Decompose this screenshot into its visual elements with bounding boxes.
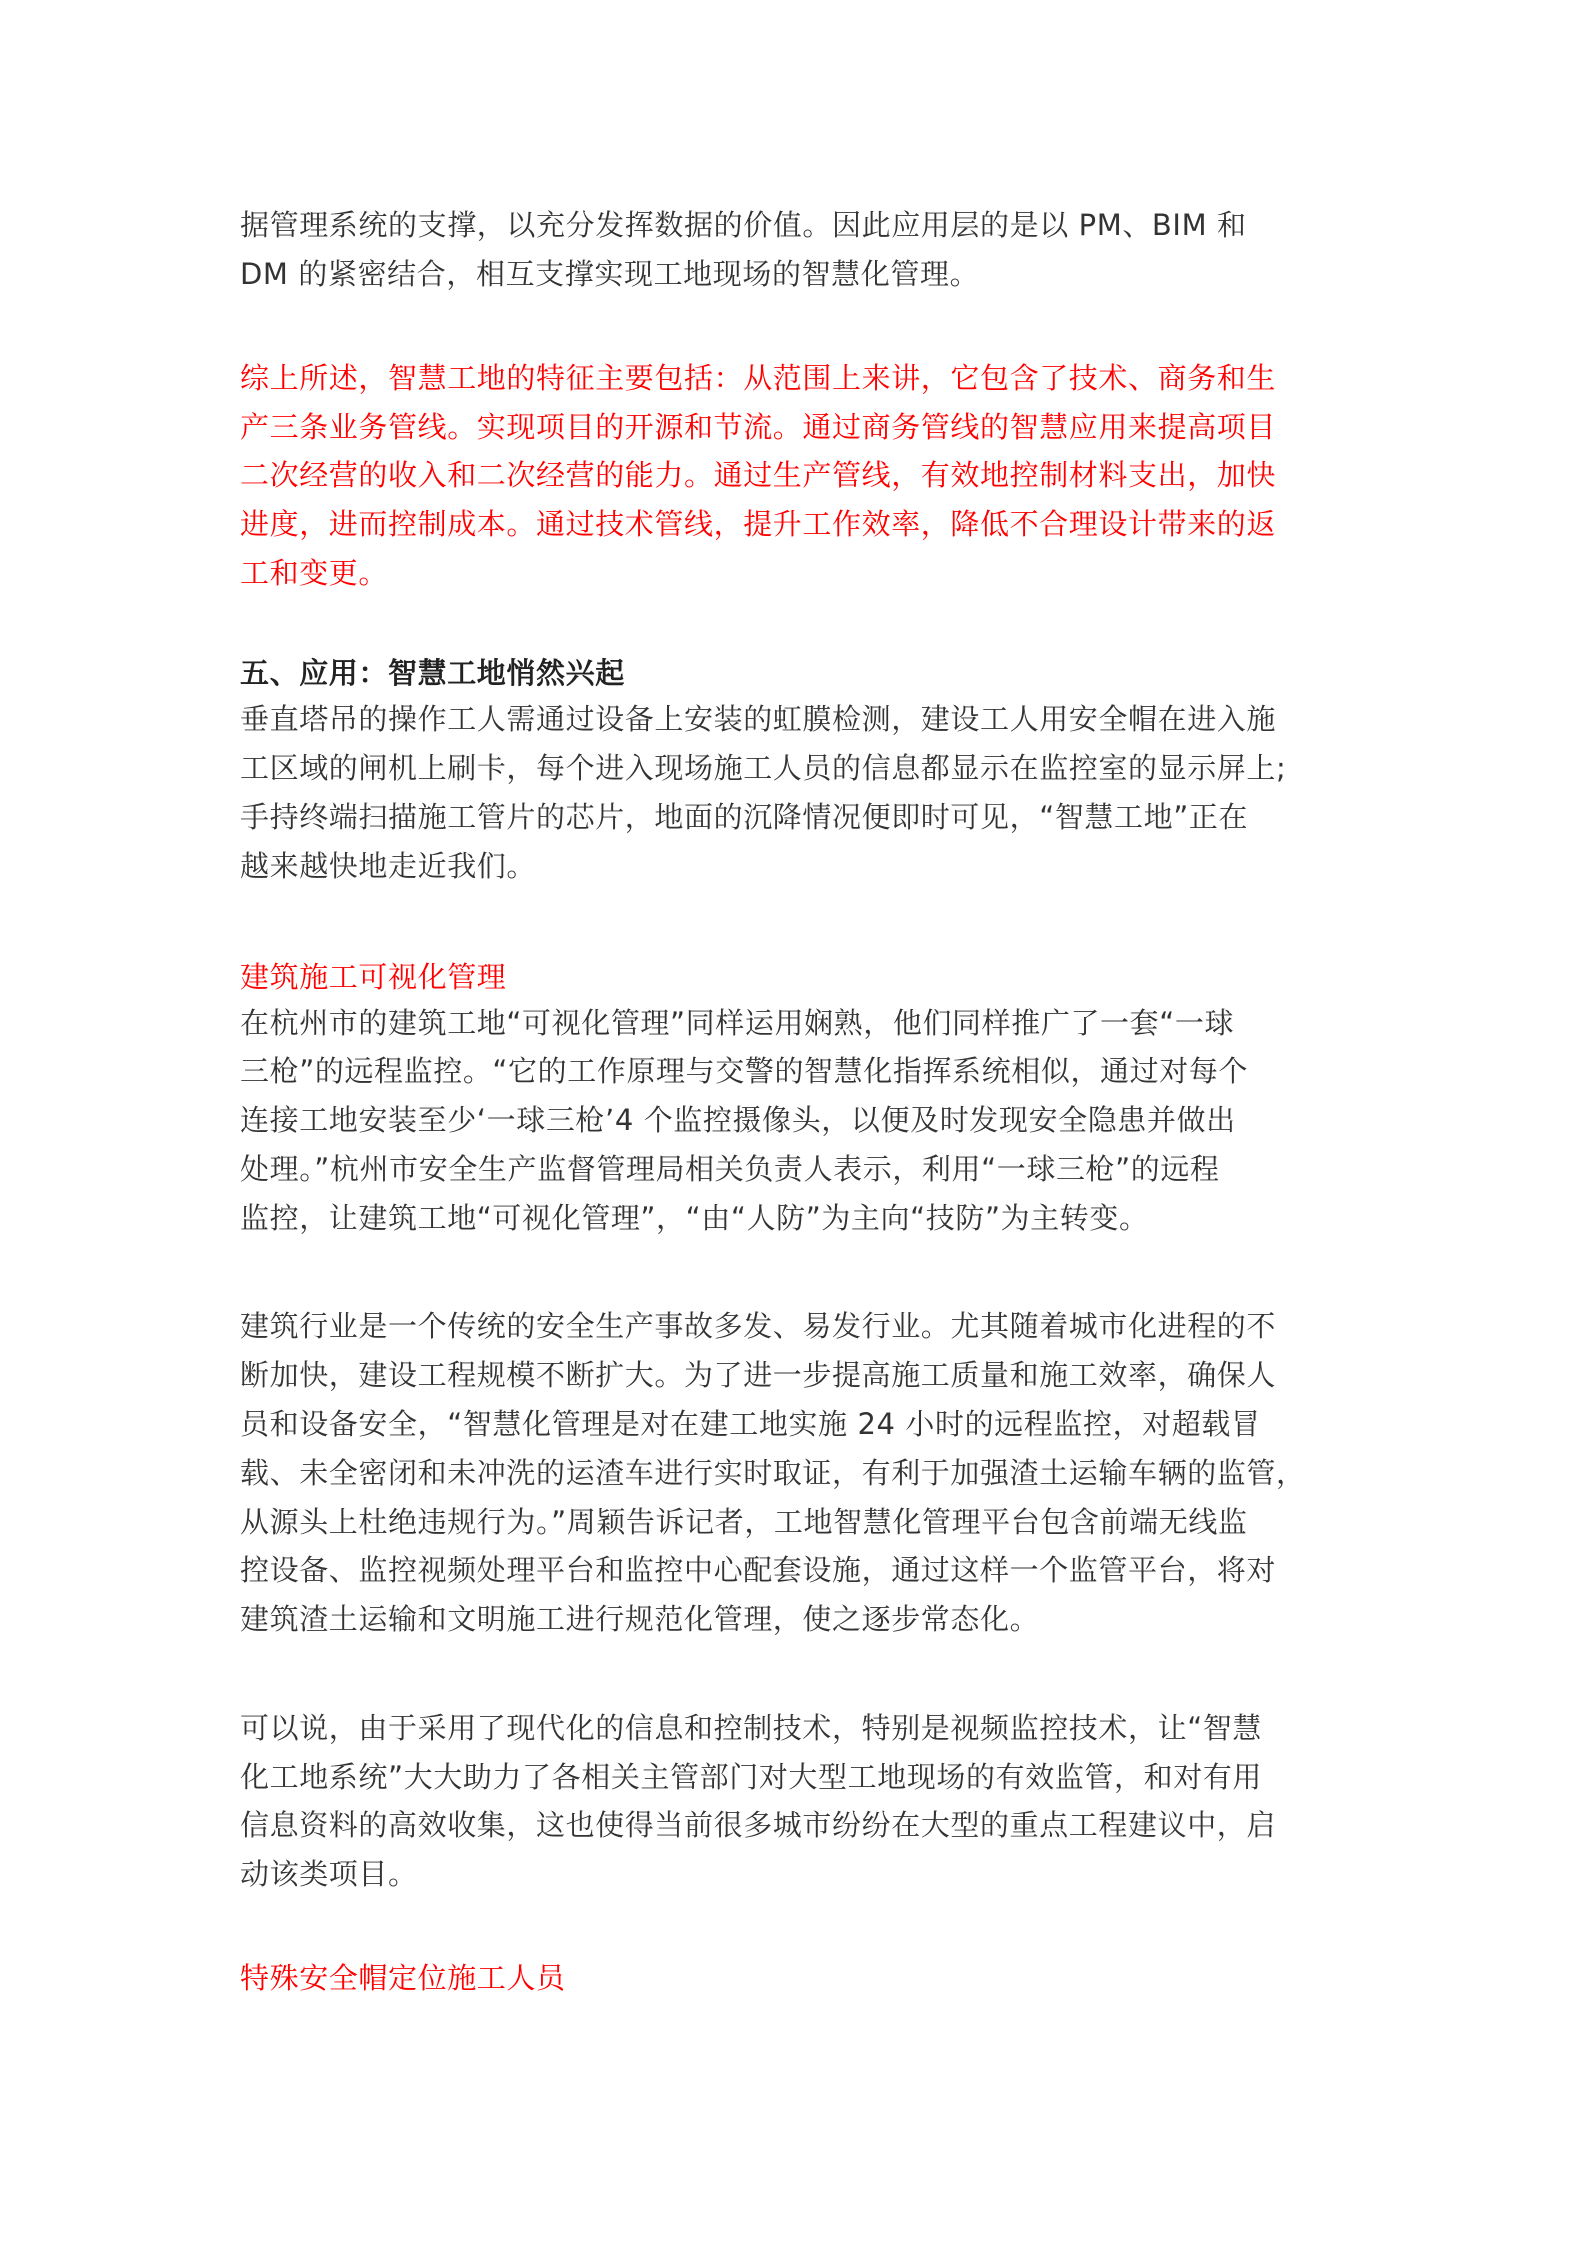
text-line: 从源头上杜绝违规行为。”周颖告诉记者，工地智慧化管理平台包含前端无线监 — [240, 1505, 1248, 1539]
text-line: 据管理系统的支撑，以充分发挥数据的价值。因此应用层的是以 PM、BIM 和 — [240, 208, 1247, 242]
text-line: 越来越快地走近我们。 — [240, 849, 537, 883]
text-line: 二次经营的收入和二次经营的能力。通过生产管线，有效地控制材料支出，加快 — [240, 458, 1277, 492]
text-line: 垂直塔吊的操作工人需通过设备上安装的虹膜检测，建设工人用安全帽在进入施 — [240, 702, 1277, 736]
text-line: 建筑行业是一个传统的安全生产事故多发、易发行业。尤其随着城市化进程的不 — [240, 1309, 1277, 1343]
text-line: 动该类项目。 — [240, 1857, 418, 1891]
text-line: 处理。”杭州市安全生产监督管理局相关负责人表示，利用“一球三枪”的远程 — [240, 1152, 1220, 1186]
text-line: 建筑渣土运输和文明施工进行规范化管理，使之逐步常态化。 — [240, 1602, 1040, 1636]
text-line: 可以说，由于采用了现代化的信息和控制技术，特别是视频监控技术，让“智慧 — [240, 1711, 1263, 1745]
subheading-safety-helmet: 特殊安全帽定位施工人员 — [240, 1961, 566, 1995]
text-line: 三枪”的远程监控。“它的工作原理与交警的智慧化指挥系统相似，通过对每个 — [240, 1054, 1249, 1088]
text-line: 在杭州市的建筑工地“可视化管理”同样运用娴熟，他们同样推广了一套“一球 — [240, 1006, 1235, 1040]
text-line: 载、未全密闭和未冲洗的运渣车进行实时取证，有利于加强渣土运输车辆的监管， — [240, 1456, 1306, 1490]
text-line: DM 的紧密结合，相互支撑实现工地现场的智慧化管理。 — [240, 257, 980, 291]
text-line: 工和变更。 — [240, 556, 389, 590]
text-line: 监控，让建筑工地“可视化管理”，“由“人防”为主向“技防”为主转变。 — [240, 1201, 1149, 1235]
text-line: 综上所述，智慧工地的特征主要包括：从范围上来讲，它包含了技术、商务和生 — [240, 361, 1277, 395]
text-line: 信息资料的高效收集，这也使得当前很多城市纷纷在大型的重点工程建议中，启 — [240, 1808, 1277, 1842]
text-line: 工区域的闸机上刷卡，每个进入现场施工人员的信息都显示在监控室的显示屏上; — [240, 751, 1287, 785]
text-line: 产三条业务管线。实现项目的开源和节流。通过商务管线的智慧应用来提高项目 — [240, 410, 1277, 444]
text-line: 断加快，建设工程规模不断扩大。为了进一步提高施工质量和施工效率，确保人 — [240, 1358, 1277, 1392]
text-line: 控设备、监控视频处理平台和监控中心配套设施，通过这样一个监管平台，将对 — [240, 1553, 1277, 1587]
section-heading-applications: 五、应用：智慧工地悄然兴起 — [240, 656, 625, 690]
text-line: 员和设备安全，“智慧化管理是对在建工地实施 24 小时的远程监控，对超载冒 — [240, 1407, 1261, 1441]
text-line: 进度，进而控制成本。通过技术管线，提升工作效率，降低不合理设计带来的返 — [240, 507, 1277, 541]
text-line: 化工地系统”大大助力了各相关主管部门对大型工地现场的有效监管，和对有用 — [240, 1760, 1263, 1794]
text-line: 手持终端扫描施工管片的芯片，地面的沉降情况便即时可见，“智慧工地”正在 — [240, 800, 1249, 834]
text-line: 连接工地安装至少‘一球三枪’4 个监控摄像头，以便及时发现安全隐患并做出 — [240, 1103, 1236, 1137]
subheading-visual-management: 建筑施工可视化管理 — [240, 960, 507, 994]
